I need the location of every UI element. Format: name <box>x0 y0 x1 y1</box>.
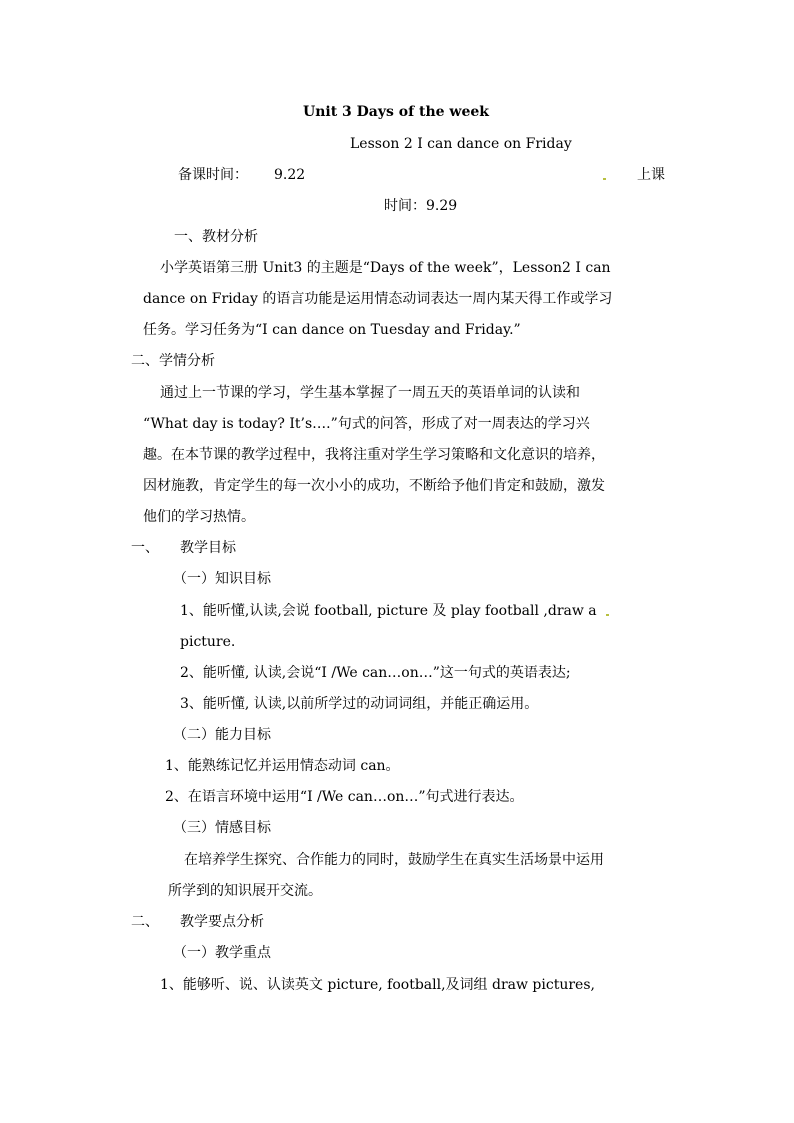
paragraph-line: 小学英语第三册 Unit3 的主题是“Days of the week”，Lesson2 I can <box>160 260 611 276</box>
list-item: 1、能听懂,认读,会说 football, picture 及 play football ,draw a <box>180 603 597 619</box>
list-item: picture. <box>180 634 236 650</box>
paragraph-line: 他们的学习热情。 <box>143 509 255 525</box>
marker-dot <box>606 614 609 616</box>
prep-time-label: 备课时间： <box>178 167 248 183</box>
subsection-heading: （一）教学重点 <box>173 945 271 961</box>
section-heading: 二、学情分析 <box>131 353 215 369</box>
subsection-heading: （二）能力目标 <box>173 727 271 743</box>
marker-dot <box>603 178 606 180</box>
list-item: 1、能够听、说、认读英文 picture, football,及词组 draw pictures, <box>160 977 595 993</box>
paragraph-line: dance on Friday 的语言功能是运用情态动词表达一周内某天得工作或学习 <box>143 291 613 307</box>
prep-time-date: 9.22 <box>274 167 306 183</box>
paragraph-line: 因材施教，肯定学生的每一次小小的成功，不断给予他们肯定和鼓励，激发 <box>143 478 605 494</box>
list-item: 2、在语言环境中运用“I /We can…on…”句式进行表达。 <box>165 789 524 805</box>
class-time-label: 上课 <box>637 167 665 183</box>
section-heading: 一、教材分析 <box>174 229 258 245</box>
subsection-heading: （一）知识目标 <box>173 571 271 587</box>
paragraph-line: 趣。在本节课的教学过程中，我将注重对学生学习策略和文化意识的培养， <box>143 447 605 463</box>
paragraph-line: 任务。学习任务为“I can dance on Tuesday and Friday.” <box>143 322 521 338</box>
paragraph-line: “What day is today? It’s….”句式的问答，形成了对一周表达的学习兴 <box>143 416 590 432</box>
subsection-heading: （三）情感目标 <box>173 820 271 836</box>
list-item: 3、能听懂, 认读,以前所学过的动词词组，并能正确运用。 <box>180 696 539 712</box>
paragraph-line: 在培养学生探究、合作能力的同时，鼓励学生在真实生活场景中运用 <box>184 852 604 868</box>
lesson-subtitle: Lesson 2 I can dance on Friday <box>350 136 572 152</box>
list-item: 2、能听懂, 认读,会说“I /We can…on…”这一句式的英语表达; <box>180 665 571 681</box>
paragraph-line: 所学到的知识展开交流。 <box>168 883 322 899</box>
section-heading: 教学目标 <box>180 540 236 556</box>
list-item: 1、能熟练记忆并运用情态动词 can。 <box>165 758 400 774</box>
section-heading: 教学要点分析 <box>180 914 264 930</box>
paragraph-line: 通过上一节课的学习，学生基本掌握了一周五天的英语单词的认读和 <box>160 385 580 401</box>
section-number: 一、 <box>131 540 159 556</box>
class-time-value: 时间：9.29 <box>384 198 458 214</box>
section-number: 二、 <box>131 914 159 930</box>
document-title: Unit 3 Days of the week <box>303 104 489 120</box>
